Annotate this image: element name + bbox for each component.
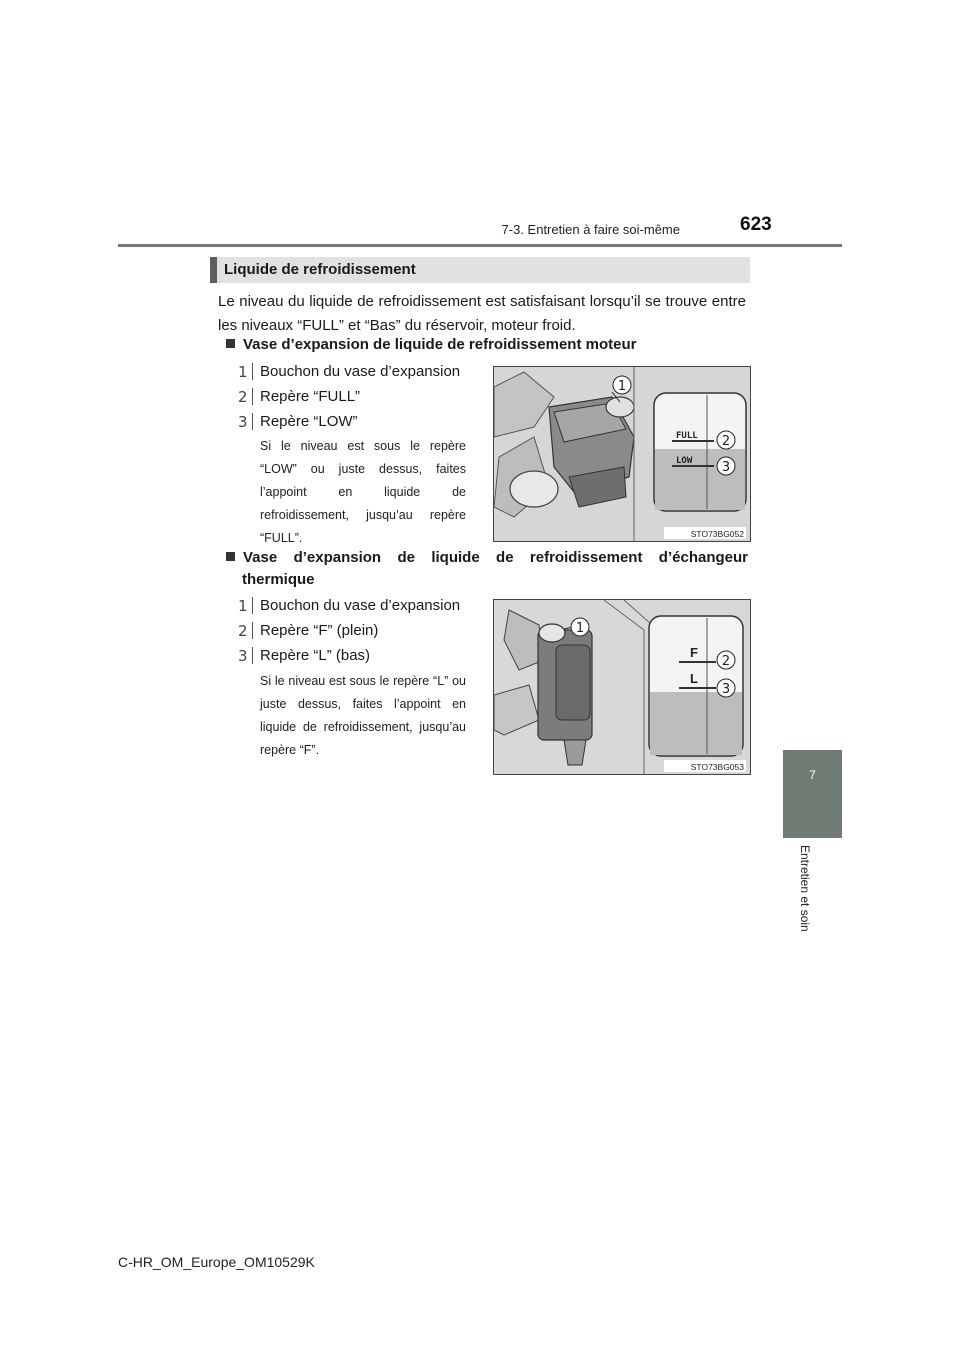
footer-document-id: C-HR_OM_Europe_OM10529K <box>118 1254 315 1270</box>
mark-l-label: L <box>690 671 698 686</box>
callout-number: 3 <box>238 412 253 431</box>
note-text: Si le niveau est sous le repère “LOW” ou juste dessus, faites l’appoint en liquide de refroidissement, jusqu’au repère “FULL”. <box>260 439 466 545</box>
mark-full-label: FULL <box>676 431 698 441</box>
callout-number: 2 <box>238 621 253 640</box>
figure-engine-coolant-reservoir <box>493 366 751 542</box>
figure-callout-number: 1 <box>575 621 585 636</box>
subsection-heading-engine: Vase d’expansion de liquide de refroidissement moteur <box>226 334 636 356</box>
callout-number: 1 <box>238 362 253 381</box>
section-title: Liquide de refroidissement <box>224 261 416 278</box>
header-rule <box>118 244 842 247</box>
note-text: Si le niveau est sous le repère “L” ou juste dessus, faites l’appoint en liquide de refroidissement, jusqu’au repère “F”. <box>260 674 466 757</box>
figure-callout-number: 2 <box>721 654 731 669</box>
figure-code: STO73BG052 <box>690 529 744 539</box>
figure-callout-number: 2 <box>721 434 731 449</box>
item-label: Repère “LOW” <box>260 413 358 430</box>
item-label: Repère “L” (bas) <box>260 647 371 664</box>
square-bullet-icon <box>226 339 235 348</box>
item-label: Bouchon du vase d’expansion <box>260 363 461 380</box>
figure-callout-number: 3 <box>721 682 731 697</box>
mark-f-label: F <box>690 645 698 660</box>
subsection-heading-heat-exchanger: Vase d’expansion de liquide de refroidissement d’échangeur thermique <box>226 547 748 591</box>
callout-number: 2 <box>238 387 253 406</box>
item-label: Bouchon du vase d’expansion <box>260 597 461 614</box>
callout-number: 1 <box>238 596 253 615</box>
chapter-tab <box>783 750 842 838</box>
section-intro: Le niveau du liquide de refroidissement est satisfaisant lorsqu’il se trouve entre les niveaux “FULL” et “Bas” du réservoir, moteur froid. <box>218 293 746 334</box>
figure-callout-number: 1 <box>617 379 627 394</box>
item-label: Repère “FULL” <box>260 388 361 405</box>
page-number: 623 <box>740 214 772 235</box>
chapter-title: Entretien et soin <box>798 845 812 932</box>
figure-code: STO73BG053 <box>690 762 744 772</box>
figure-callout-number: 3 <box>721 460 731 475</box>
square-bullet-icon <box>226 552 235 561</box>
section-title-accent <box>210 257 217 283</box>
mark-low-label: LOW <box>676 456 693 466</box>
callout-number: 3 <box>238 646 253 665</box>
figure-heat-exchanger-reservoir <box>493 599 751 775</box>
chapter-number: 7 <box>809 768 816 782</box>
running-header-section: 7-3. Entretien à faire soi-même <box>501 222 680 237</box>
item-label: Repère “F” (plein) <box>260 622 379 639</box>
